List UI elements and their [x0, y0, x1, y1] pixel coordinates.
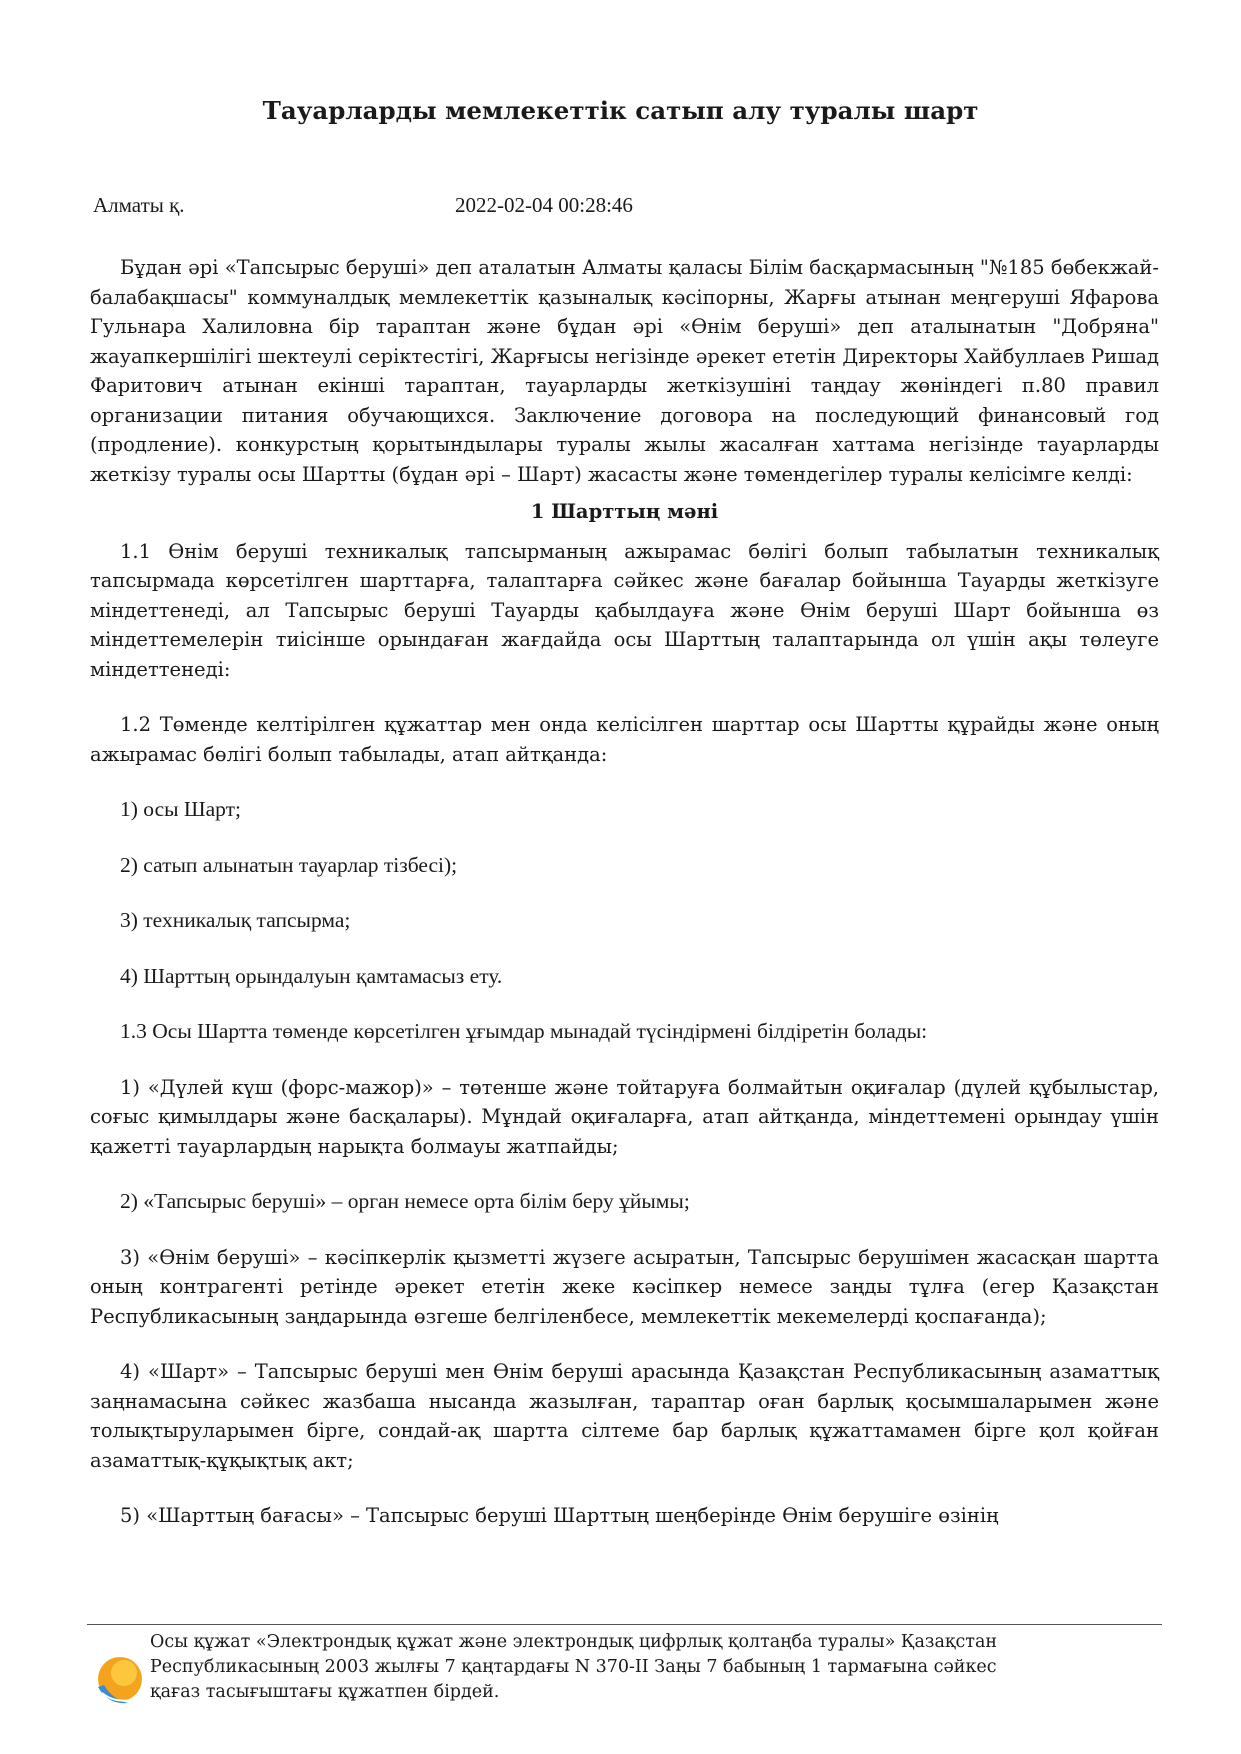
intro-paragraph: Бұдан әрі «Тапсырыс беруші» деп аталатын Алматы қаласы Білім басқармасының "№185 бөбекжай-балабақшасы" коммуналдық мемлекеттік қазыналық кәсіпорны, Жарғы атынан меңгеруші Яфарова Гульнара Халиловна бір тараптан және бұдан әрі «Өнім беруші» деп аталынатын "Добряна" жауапкершілігі шектеулі серіктестігі, Жарғысы негізінде әрекет ететін Директоры Хайбуллаев Ришад Фаритович атынан екінші тараптан, тауарларды жеткізушіні таңдау жөніндегі п.80 правил организации питания обучающихся. Заключение договора на последующий финансовый год (продление). конкурстың қорытындылары туралы жылы жасалған хаттама негізінде тауарларды жеткізу туралы осы Шартты (бұдан әрі – Шарт) жасасты және төмендегілер туралы келісімге келді:	[90, 256, 1159, 486]
document-title: Тауарларды мемлекеттік сатып алу туралы шарт	[262, 96, 979, 125]
list-item-3: 3) техникалық тапсырма;	[120, 908, 351, 932]
footer-notice: Осы құжат «Электрондық құжат және электрондық цифрлық қолтаңба туралы» Қазақстан Республикасының 2003 жылғы 7 қаңтардағы N 370-II Заңы 7 бабының 1 тармағына сәйкес қағаз тасығыштағы құжатпен бірдей.	[150, 1632, 998, 1702]
footer-divider	[87, 1624, 1162, 1625]
definition-3: 3) «Өнім беруші» – кәсіпкерлік қызметті жүзеге асыратын, Тапсырыс берушімен жасасқан шартта оның контрагенті ретінде әрекет ететін жеке кәсіпкер немесе заңды тұлға (егер Қазақстан Республикасының заңдарында өзгеше белгіленбесе, мемлекеттік мекемелерді қоспағанда);	[90, 1245, 1159, 1328]
list-item-4: 4) Шарттың орындалуын қамтамасыз ету.	[120, 963, 503, 988]
definition-5: 5) «Шарттың бағасы» – Тапсырыс беруші Шарттың шеңберінде Өнім берушіге өзінің	[120, 1504, 999, 1527]
definition-2: 2) «Тапсырыс беруші» – орган немесе орта білім беру ұйымы;	[120, 1189, 690, 1213]
paragraph-1-1: 1.1 Өнім беруші техникалық тапсырманың ажырамас бөлігі болып табылатын техникалық тапсырмада көрсетілген шарттарға, талаптарға сәйкес және бағалар бойынша Тауарды жеткізуге міндеттенеді, ал Тапсырыс беруші Тауарды қабылдауға және Өнім беруші Шарт бойынша өз міндеттемелерін тиісінше орындаған жағдайда осы Шарттың талаптарында ол үшін ақы төлеуге міндеттенеді:	[90, 539, 1159, 681]
document-body	[90, 253, 1159, 1531]
definition-4: 4) «Шарт» – Тапсырыс беруші мен Өнім беруші арасында Қазақстан Республикасының азаматтық заңнамасына сәйкес жазбаша нысанда жазылған, тараптар оған барлық қосымшаларымен және толықтыруларымен бірге, сондай-ақ шартта сілтеме бар барлық құжаттамамен бірге қол қойған азаматтық-құқықтық акт;	[90, 1360, 1159, 1472]
list-item-2: 2) сатып алынатын тауарлар тізбесі);	[120, 852, 458, 877]
document-city: Алматы қ.	[93, 193, 185, 217]
definition-1: 1) «Дүлей күш (форс-мажор)» – төтенше және тойтаруға болмайтын оқиғалар (дүлей құбылыстар, соғыс қимылдары және басқалары). Мұндай оқиғаларға, атап айтқанда, міндеттемені орындау үшін қажетті тауарлардың нарықта болмауы жатпайды;	[90, 1075, 1159, 1158]
document-datetime: 2022-02-04 00:28:46	[455, 193, 633, 217]
paragraph-1-2: 1.2 Төменде келтірілген құжаттар мен онда келісілген шарттар осы Шартты құрайды және оның ажырамас бөлігі болып табылады, атап айтқанда:	[90, 713, 1159, 766]
egov-logo-icon	[92, 1653, 146, 1707]
list-item-1: 1) осы Шарт;	[120, 797, 242, 821]
paragraph-1-3: 1.3 Осы Шартта төменде көрсетілген ұғымдар мынадай түсіндірмені білдіретін болады:	[120, 1019, 928, 1043]
section-1-title: 1 Шарттың мәні	[530, 500, 719, 523]
